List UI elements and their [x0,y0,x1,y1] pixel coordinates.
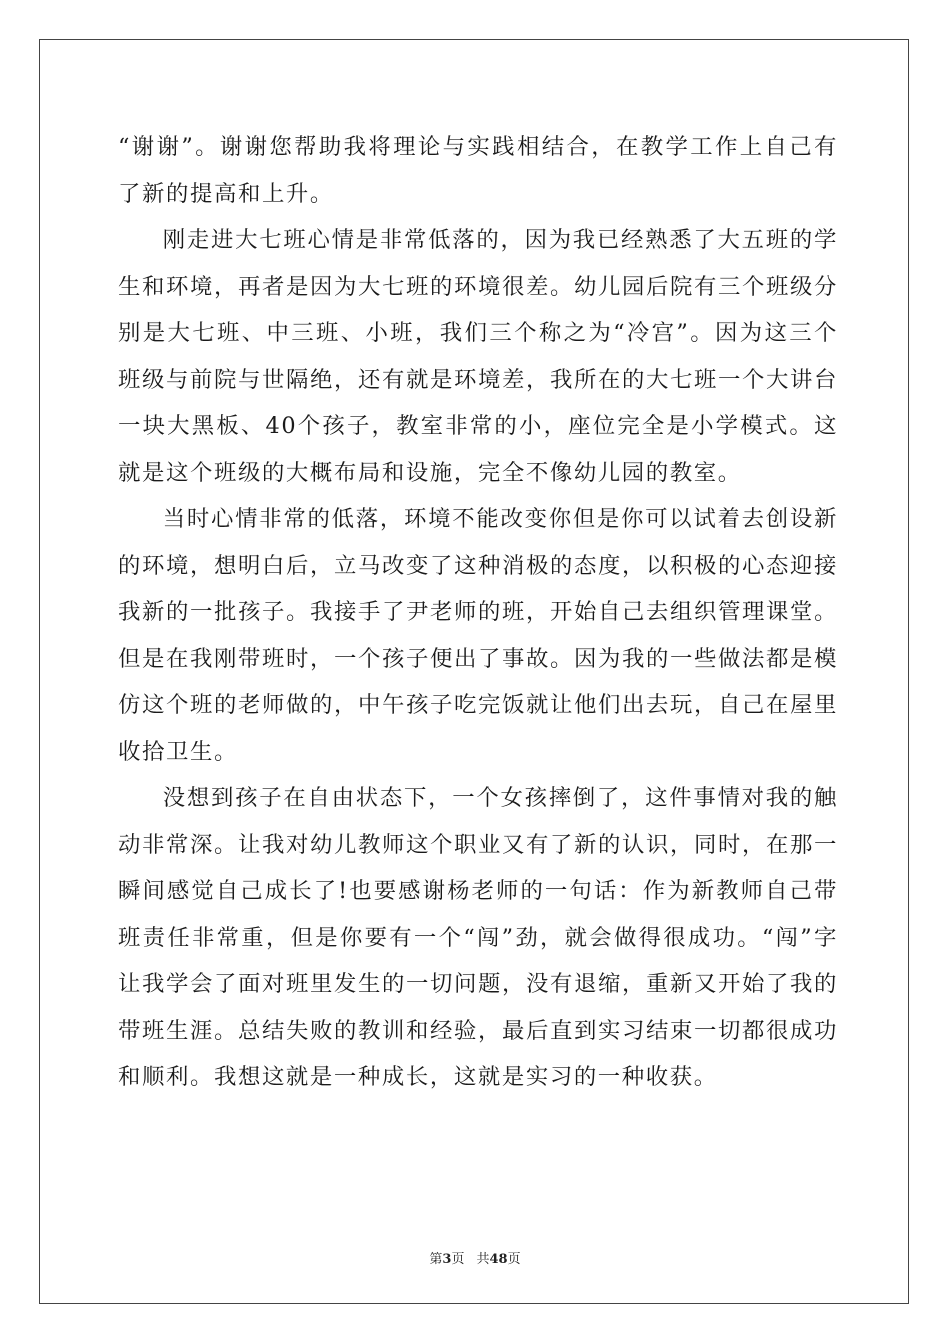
paragraph-2: 刚走进大七班心情是非常低落的，因为我已经熟悉了大五班的学生和环境，再者是因为大七班的环境很差。幼儿园后院有三个班级分别是大七班、中三班、小班，我们三个称之为“冷宫”。因为这三个班级与前院与世隔绝，还有就是环境差，我所在的大七班一个大讲台一块大黑板、40个孩子，教室非常的小，座位完全是小学模式。这就是这个班级的大概布局和设施，完全不像幼儿园的教室。 [118,227,838,486]
page-total: 48 [489,1252,508,1267]
page-label-prefix: 第 [429,1252,443,1267]
total-label-suffix: 页 [507,1252,521,1267]
paragraph-3: 当时心情非常的低落，环境不能改变你但是你可以试着去创设新的环境，想明白后，立马改变了这种消极的态度，以积极的心态迎接我新的一批孩子。我接手了尹老师的班，开始自己去组织管理课堂。但是在我刚带班时，一个孩子便出了事故。因为我的一些做法都是模仿这个班的老师做的，中午孩子吃完饭就让他们出去玩，自己在屋里收拾卫生。 [118,506,838,765]
page-current: 3 [442,1252,452,1267]
page-footer [0,1248,950,1267]
paragraph-4: 没想到孩子在自由状态下，一个女孩摔倒了，这件事情对我的触动非常深。让我对幼儿教师这个职业又有了新的认识，同时，在那一瞬间感觉自己成长了!也要感谢杨老师的一句话：作为新教师自己带班责任非常重，但是你要有一个“闯”劲，就会做得很成功。“闯”字让我学会了面对班里发生的一切问题，没有退缩，重新又开始了我的带班生涯。总结失败的教训和经验，最后直到实习结束一切都很成功和顺利。我想这就是一种成长，这就是实习的一种收获。 [118,785,838,1090]
total-label-prefix: 共 [476,1252,490,1267]
paragraph-1: “谢谢”。谢谢您帮助我将理论与实践相结合，在教学工作上自己有了新的提高和上升。 [118,134,838,207]
document-body [118,124,838,1101]
page-label-suffix: 页 [451,1252,465,1267]
